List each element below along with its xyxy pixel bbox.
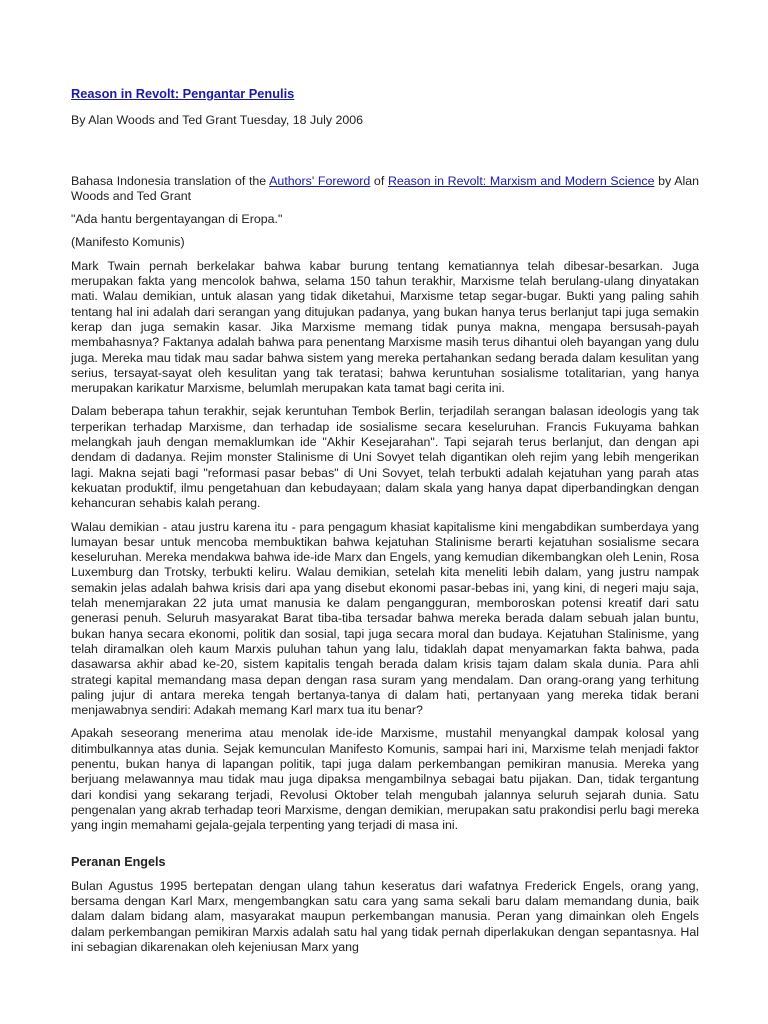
article — [71, 86, 699, 955]
section-heading: Peranan Engels — [71, 855, 166, 870]
byline: By Alan Woods and Ted Grant Tuesday, 18 July 2006 — [71, 113, 364, 128]
body-paragraph: Walau demikian - atau justru karena itu - para pengagum khasiat kapitalisme kini mengabdikan sumberdaya yang lumayan besar untuk mencoba membuktikan bahwa kejatuhan Stalinisme berarti kejatuhan sosialisme secara keseluruhan. Mereka mendakwa bahwa ide-ide Marx dan Engels, yang kemudian dikembangkan oleh Lenin, Rosa Luxemburg dan Trotsky, terbukti keliru. Walau demikian, setelah kita meneliti lebih dalam, yang justru nampak semakin jelas adalah bahwa krisis dari apa yang disebut ekonomi pasar-bebas ini, yang kini, di negeri maju saja, telah menemjarakan 22 juta umat manusia ke dalam pengangguran, memboroskan potensi kreatif dari satu generasi penuh. Seluruh masyarakat Barat tiba-tiba tersadar bahwa mereka berada dalam sebuah jalan buntu, bukan hanya secara ekonomi, politik dan sosial, tapi juga secara moral dan budaya. Kejatuhan Stalinisme, yang telah diramalkan oleh kaum Marxis puluhan tahun yang lalu, tidaklah dapat menyamarkan fakta bahwa, pada dasawarsa akhir abad ke-20, sistem kapitalis tengah berada dalam krisis tajam dalam skala dunia. Para ahli strategi kapital memandang masa depan dengan rasa suram yang mendalam. Dan orang-orang yang terhitung paling jujur di antara mereka tengah bertanya-tanya di dalam hati, pertanyaan yang mereka tidak berani menjawabnya sendiri: Adakah memang Karl marx tua itu benar? — [71, 519, 699, 718]
section-paragraph: Bulan Agustus 1995 bertepatan dengan ulang tahun keseratus dari wafatnya Frederick Engels, orang yang, bersama dengan Karl Marx, mengembangkan satu cara yang sama sekali baru dalam memandang dunia, baik dalam dalam bidang alam, masyarakat maupun perkembangan manusia. Peran yang dimainkan oleh Engels dalam perkembangan pemikiran Marxis adalah satu hal yang tidak pernah diperlakukan dengan sepantasnya. Hal ini sebagian dikarenakan oleh kejeniusan Marx yang — [71, 878, 699, 954]
authors-foreword-link[interactable]: Authors' Foreword — [269, 173, 371, 188]
body-paragraph: Mark Twain pernah berkelakar bahwa kabar burung tentang kematiannya telah dibesar-besarkan. Juga merupakan fakta yang mencolok bahwa, selama 150 tahun terakhir, Marxisme telah berulang-ulang dinyatakan mati. Walau demikian, untuk alasan yang tidak diketahui, Marxisme tetap segar-bugar. Bukti yang paling sahih tentang hal ini adalah dari serangan yang ditujukan padanya, yang bukan hanya terus berlanjut tapi juga semakin kerap dan juga semakin kasar. Jika Marxisme memang tidak punya makna, mengapa bersusah-payah membahasnya? Faktanya adalah bahwa para penentang Marxisme masih terus dihantui oleh bayangan yang dulu juga. Mereka mau tidak mau sadar bahwa sistem yang mereka pertahankan sedang berada dalam kesulitan yang serius, tersayat-sayat oleh kesulitan yang tak teratasi; bahwa keruntuhan sosialisme totalitarian, yang hanya merupakan karikatur Marxisme, belumlah merupakan kata tamat bagi cerita ini. — [71, 258, 699, 396]
epigraph-source: (Manifesto Komunis) — [71, 235, 185, 250]
intro-text-between: of — [370, 173, 388, 188]
intro-text-after: by Alan Woods and Ted Grant — [71, 173, 700, 203]
intro-text-before: Bahasa Indonesia translation of the — [71, 173, 270, 188]
body-paragraph: Dalam beberapa tahun terakhir, sejak keruntuhan Tembok Berlin, terjadilah serangan balasan ideologis yang tak terperikan terhadap Marxisme, dan terhadap ide sosialisme secara keseluruhan. Francis Fukuyama bahkan melangkah jauh dengan memaklumkan ide "Akhir Kesejarahan". Tapi sejarah terus berlanjut, dan dengan api dendam di dadanya. Rejim monster Stalinisme di Uni Sovyet telah digantikan oleh rejim yang lebih mengerikan lagi. Makna sejati bagi "reformasi pasar bebas" di Uni Sovyet, telah terbukti adalah kejatuhan yang parah atas kekuatan produktif, ilmu pengetahuan dan kebudayaan; dalam skala yang hanya dapat diperbandingkan dengan kehancuran sehabis kalah perang. — [71, 404, 699, 511]
intro-paragraph — [71, 174, 699, 205]
epigraph-quote: "Ada hantu bergentayangan di Eropa." — [71, 212, 283, 227]
body-paragraph: Apakah seseorang menerima atau menolak ide-ide Marxisme, mustahil menyangkal dampak kolosal yang ditimbulkannya atas dunia. Sejak kemunculan Manifesto Komunis, sampai hari ini, Marxisme telah menjadi faktor penentu, bukan hanya di lapangan politik, tapi juga dalam perkembangan pemikiran manusia. Mereka yang berjuang melawannya mau tidak mau juga dipaksa mengambilnya sebagai batu pijakan. Dan, tidak tergantung dari kondisi yang sekarang terjadi, Revolusi Oktober telah mengubah jalannya seluruh sejarah dunia. Satu pengenalan yang akrab terhadap teori Marxisme, dengan demikian, merupakan satu prakondisi perlu bagi mereka yang ingin memahami gejala-gejala terpenting yang terjadi di masa ini. — [71, 726, 699, 833]
article-title-link[interactable]: Reason in Revolt: Pengantar Penulis — [71, 86, 295, 101]
reason-in-revolt-link[interactable]: Reason in Revolt: Marxism and Modern Science — [387, 173, 655, 188]
